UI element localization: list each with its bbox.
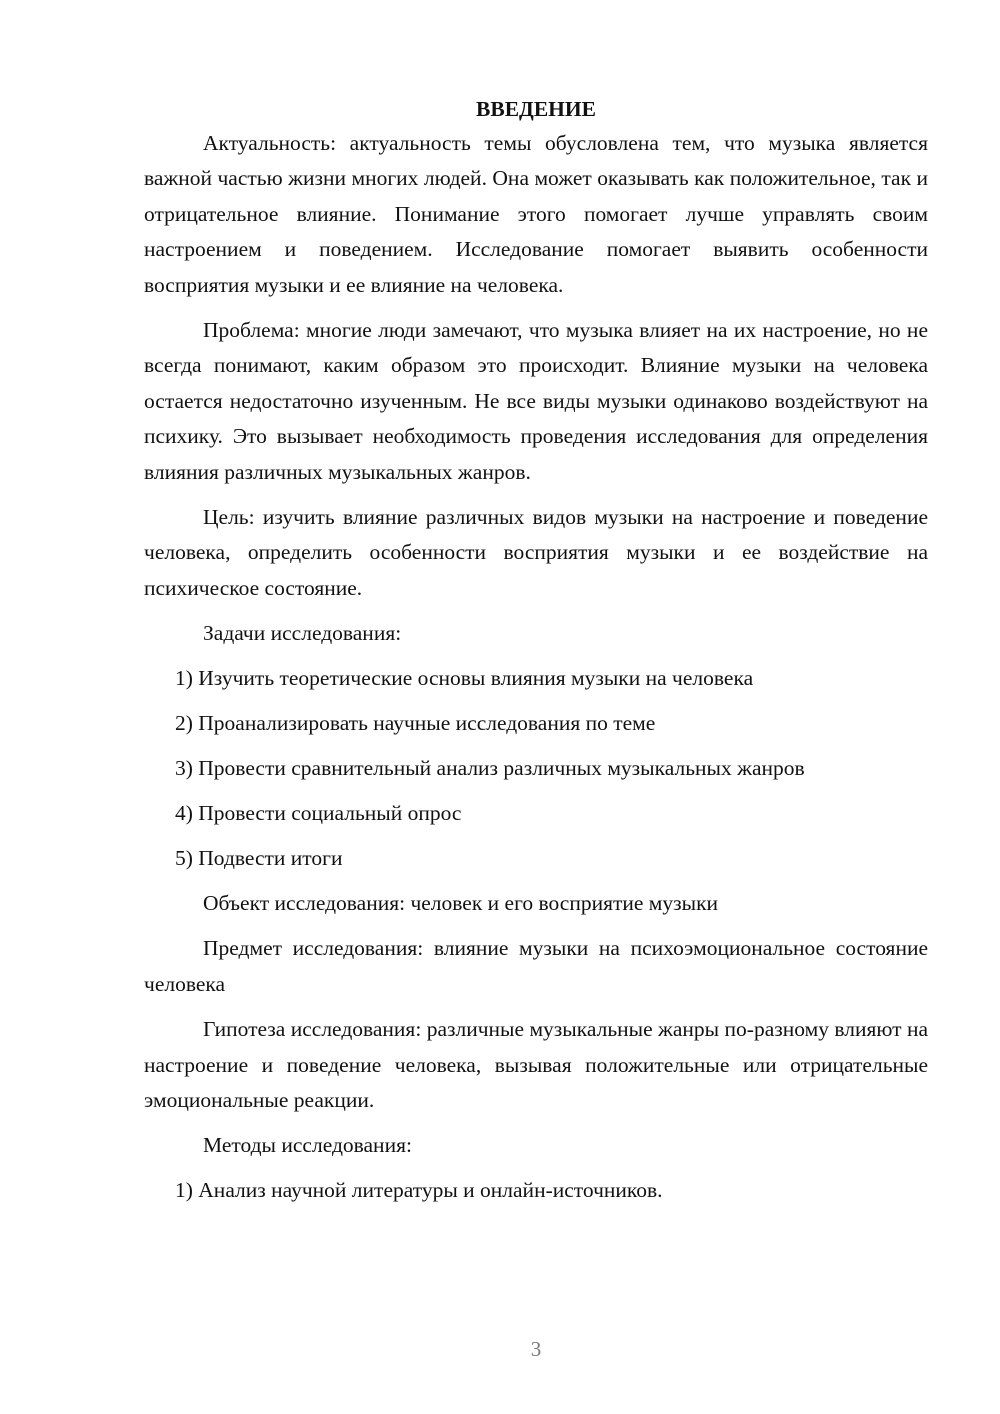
spacer [144,921,928,931]
task-item: 2) Проанализировать научные исследования по теме [175,711,656,736]
tasks-heading: Задачи исследования: [203,621,402,646]
spacer [144,831,928,841]
spacer [144,1118,928,1128]
subject-paragraph: Предмет исследования: влияние музыки на психоэмоциональное состояние человека [144,936,928,996]
spacer [144,651,928,661]
page-title: ВВЕДЕНИЕ [476,97,596,121]
spacer [144,741,928,751]
goal-paragraph: Цель: изучить влияние различных видов музыки на настроение и поведение человека, определить особенности восприятия музыки и ее воздействие на психическое состояние. [144,505,928,600]
spacer [144,490,928,500]
spacer [144,786,928,796]
task-item: 4) Провести социальный опрос [175,801,462,826]
problem-paragraph: Проблема: многие люди замечают, что музыка влияет на их настроение, но не всегда понимают, каким образом это происходит. Влияние музыки на человека остается недостаточно изученным. Не все виды музыки одинаково воздействуют на психику. Это вызывает необходимость проведения исследования для определения влияния различных музыкальных жанров. [144,318,928,484]
spacer [144,606,928,616]
task-item: 3) Провести сравнительный анализ различных музыкальных жанров [175,756,805,781]
spacer [144,303,928,313]
task-item: 5) Подвести итоги [175,846,343,871]
hypothesis-paragraph: Гипотеза исследования: различные музыкальные жанры по-разному влияют на настроение и поведение человека, вызывая положительные или отрицательные эмоциональные реакции. [144,1017,928,1112]
spacer [144,696,928,706]
relevance-paragraph: Актуальность: актуальность темы обусловлена тем, что музыка является важной частью жизни многих людей. Она может оказывать как положительное, так и отрицательное влияние. Понимание этого помогает лучше управлять своим настроением и поведением. Исследование помогает выявить особенности восприятия музыки и ее влияние на человека. [144,131,928,297]
method-item: 1) Анализ научной литературы и онлайн-источников. [175,1178,663,1203]
task-item: 1) Изучить теоретические основы влияния музыки на человека [175,666,754,691]
object-line: Объект исследования: человек и его восприятие музыки [203,891,719,916]
spacer [144,876,928,886]
document-page [144,92,928,1208]
page-number: 3 [530,1337,542,1361]
spacer [144,1002,928,1012]
spacer [144,1163,928,1173]
methods-heading: Методы исследования: [203,1133,412,1158]
